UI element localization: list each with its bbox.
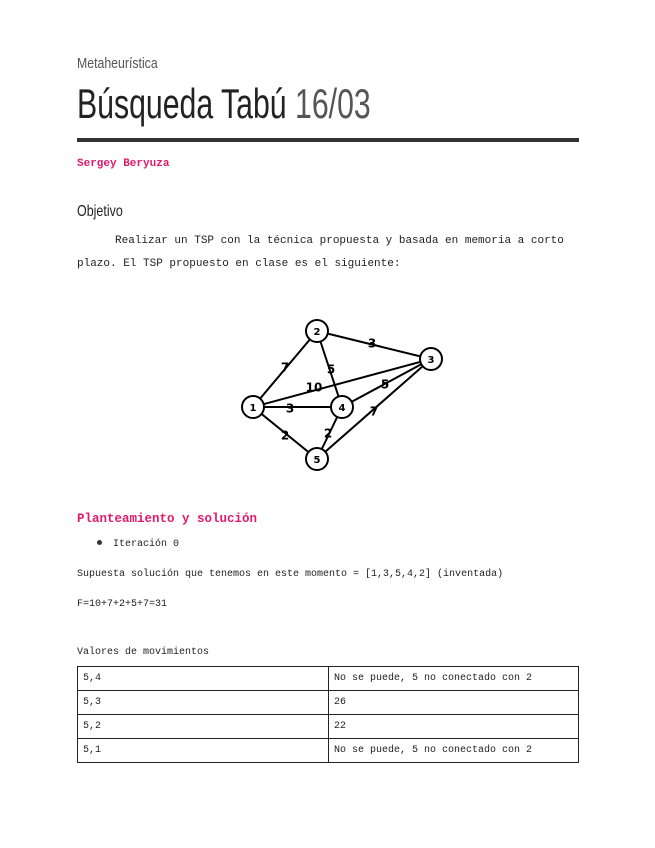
edge-weight-label: 2 bbox=[323, 426, 333, 441]
table-label: Valores de movimientos bbox=[77, 647, 210, 658]
title-text: Búsqueda Tabú bbox=[77, 80, 287, 127]
table-row bbox=[78, 667, 579, 691]
table-row bbox=[78, 739, 579, 763]
edge-weight-label: 3 bbox=[367, 336, 377, 351]
node-label: 4 bbox=[338, 403, 346, 414]
moves-table bbox=[77, 666, 579, 763]
section-heading-objetivo: Objetivo bbox=[77, 203, 123, 220]
tsp-graph-diagram bbox=[230, 310, 450, 478]
value-cell: 22 bbox=[329, 715, 579, 739]
table-row bbox=[78, 715, 579, 739]
value-cell: 26 bbox=[329, 691, 579, 715]
bullet-text: Iteración 0 bbox=[113, 539, 180, 550]
move-cell: 5,4 bbox=[78, 667, 329, 691]
edge-weight-label: 3 bbox=[285, 401, 295, 416]
objetivo-text: Realizar un TSP con la técnica propuesta y basada en memoria a corto plazo. El TSP propuesto en clase es el siguiente: bbox=[77, 235, 564, 270]
edge-weight-label: 5 bbox=[380, 377, 390, 392]
move-cell: 5,2 bbox=[78, 715, 329, 739]
table-row bbox=[78, 691, 579, 715]
node-label: 3 bbox=[427, 355, 435, 366]
document-title bbox=[77, 80, 371, 128]
node-label: 2 bbox=[313, 327, 321, 338]
edge-weight-label: 2 bbox=[280, 428, 290, 443]
move-cell: 5,3 bbox=[78, 691, 329, 715]
value-cell: No se puede, 5 no conectado con 2 bbox=[329, 739, 579, 763]
node-label: 1 bbox=[249, 403, 257, 414]
edge-weight-label: 10 bbox=[305, 380, 323, 395]
solution-line: Supuesta solución que tenemos en este momento = [1,3,5,4,2] (inventada) bbox=[77, 569, 504, 580]
objective-function-line: F=10+7+2+5+7=31 bbox=[77, 599, 168, 610]
title-divider bbox=[77, 138, 579, 142]
bullet-dot-icon bbox=[97, 540, 102, 545]
section-heading-planteamiento: Planteamiento y solución bbox=[77, 512, 258, 526]
node-label: 5 bbox=[313, 455, 321, 466]
edge-weight-label: 7 bbox=[369, 404, 379, 419]
edge-weight-label: 5 bbox=[326, 362, 336, 377]
value-cell: No se puede, 5 no conectado con 2 bbox=[329, 667, 579, 691]
objetivo-paragraph bbox=[77, 230, 577, 276]
bullet-item bbox=[97, 539, 179, 550]
edge-weight-label: 7 bbox=[280, 360, 290, 375]
document-subtitle: Metaheurística bbox=[77, 55, 158, 72]
move-cell: 5,1 bbox=[78, 739, 329, 763]
author-name: Sergey Beryuza bbox=[77, 158, 170, 170]
title-date: 16/03 bbox=[295, 80, 371, 127]
